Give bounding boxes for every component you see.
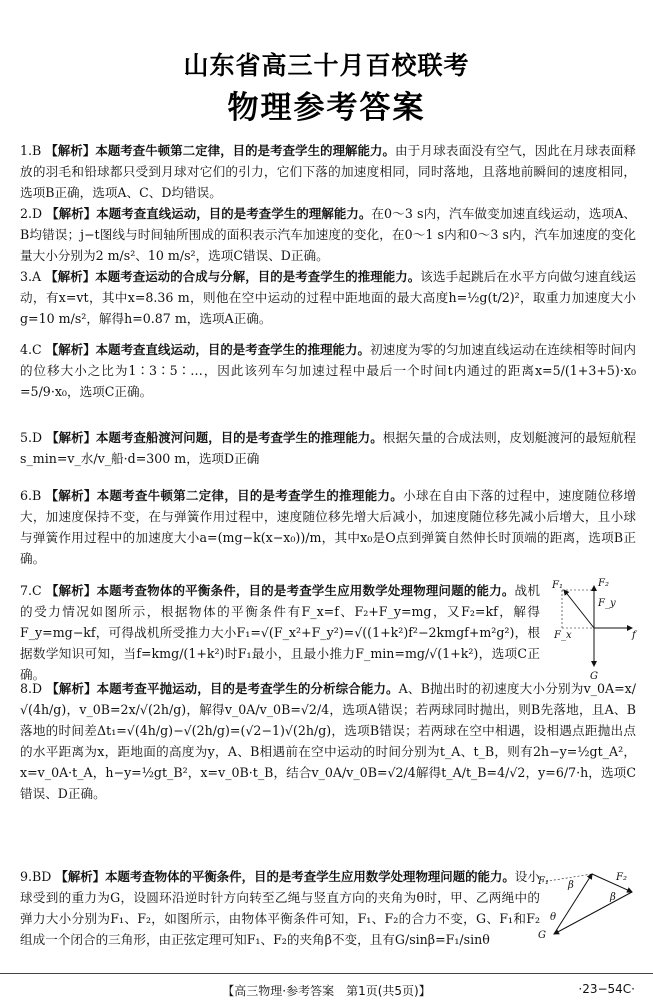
label-f: f xyxy=(632,630,636,641)
answer-tag: 【解析】本题考查运动的合成与分解，目的是考查学生的推理能力。 xyxy=(45,269,421,284)
thrust-arrow xyxy=(564,590,594,628)
page-footer xyxy=(0,973,653,996)
label-f1: F₁ xyxy=(552,580,563,591)
answer-body: 由于月球表面没有空气，因此在月球表面释放的羽毛和铅球都只受到月球对它们的引力，它们下落的加速度相同，同时落地，且落地前瞬间的速度相同，选项B正确，选项A、C、D均错误。 xyxy=(20,143,636,200)
answer-body: 在0～3 s内，汽车做变加速直线运动，选项A、B均错误；j−t图线与时间轴所围成的面积表示汽车加速度的变化，在0～1 s内和0～3 s内，汽车加速度的变化量大小分别为2 m/s²、10 m/s²，选项C错误、D正确。 xyxy=(20,206,636,263)
answer-6 xyxy=(20,485,636,569)
answer-tag: 【解析】本题考查物体的平衡条件，目的是考查学生应用数学处理物理问题的能力。 xyxy=(45,583,515,598)
answer-body: A、B抛出时的初速度大小分别为v_0A=x/√(4h/g)，v_0B=2x/√(2h/g)，解得v_0A/v_0B=√2/4，选项A错误；若两球同时抛出，则B先落地，且A、B落地的时间差Δt₁=√(4h/g)−√(2h/g)=(√2−1)√(2h/g)，选项B错误；若两球在空中相遇，设相遇点距抛出点的水平距离为x，距地面的高度为y，A、B相遇前在空中运动的时间分别为t_A、t_B，则有2h−y=½gt_A²，x=v_0A·t_A，h−y=½gt_B²，x=v_0B·t_B，结合v_0A/v_0B=√2/4解得t_A/t_B=4/√2，y=6/7·h，选项C错误、D正确。 xyxy=(20,681,636,801)
document-title: 山东省高三十月百校联考 xyxy=(183,51,470,80)
answer-tag: 【解析】本题考查牛顿第二定律，目的是考查学生的推理能力。 xyxy=(45,488,403,503)
answer-body: 根据矢量的合成法则，皮划艇渡河的最短航程s_min=v_水/v_船·d=300 m，选项D正确 xyxy=(20,430,636,466)
answer-tag: 【解析】本题考查直线运动，目的是考查学生的推理能力。 xyxy=(45,342,370,357)
g-arrow xyxy=(554,892,632,934)
answer-body: 战机的受力情况如图所示，根据物体的平衡条件有F_x=f、F₂+F_y=mg，又F₂=kf，解得F_y=mg−kf，可得战机所受推力大小F₁=√(F_x²+F_y²)=√((1+k²)f²−2kmgf+m²g²)，根据数学知识可知，当f=kmg/(1+k²)时F₁最小，且最小推力F_min=mg/√(1+k²)，选项C正确。 xyxy=(20,583,540,682)
label-theta: θ xyxy=(550,912,557,923)
answer-3 xyxy=(20,266,636,329)
answer-4 xyxy=(20,339,636,402)
answer-1 xyxy=(20,140,636,203)
answer-number: 9.BD xyxy=(20,869,52,884)
answer-tag: 【解析】本题考查船渡河问题，目的是考查学生的推理能力。 xyxy=(46,430,383,445)
answer-number: 6.B xyxy=(20,488,42,503)
answer-body: 设小球受到的重力为G，设圆环沿逆时针方向转至乙绳与竖直方向的夹角为θ时，甲、乙两绳中的弹力大小分别为F₁、F₂，如图所示，由物体平衡条件可知，F₁、F₂的合力不变，G、F₁和F₂组成一个闭合的三角形，由正弦定理可知F₁、F₂的夹角β不变，且有G/sinβ=F₁/sinθ xyxy=(20,869,540,947)
answer-9 xyxy=(20,866,540,950)
answer-tag: 【解析】本题考查直线运动，目的是考查学生的理解能力。 xyxy=(46,206,372,221)
footer-page-info: 【高三物理·参考答案 第1页(共5页)】 xyxy=(222,984,431,998)
answer-number: 3.A xyxy=(20,269,42,284)
answer-body: 该选手起跳后在水平方向做匀速直线运动，有x=vt，其中x=8.36 m，则他在空中运动的过程中距地面的最大高度h=½g(t/2)²，取重力加速度大小g=10 m/s²，解得h=0.87 m，选项A正确。 xyxy=(20,269,637,326)
label-fy: F_y xyxy=(598,598,616,609)
label-f1: F₁ xyxy=(538,876,549,887)
answer-8 xyxy=(20,678,636,804)
force-diagram-aircraft xyxy=(548,576,640,686)
label-g: G xyxy=(590,671,598,682)
answer-number: 5.D xyxy=(20,430,43,445)
label-f2: F₂ xyxy=(616,872,627,883)
answer-tag: 【解析】本题考查平抛运动，目的是考查学生的分析综合能力。 xyxy=(46,681,399,696)
answer-number: 1.B xyxy=(20,143,42,158)
footer-code: ·23−54C· xyxy=(578,982,635,996)
label-beta-top: β xyxy=(568,880,574,891)
answer-number: 4.C xyxy=(20,342,42,357)
answer-7 xyxy=(20,580,540,685)
label-beta-right: β xyxy=(610,892,616,903)
answer-tag: 【解析】本题考查物体的平衡条件，目的是考查学生应用数学处理物理问题的能力。 xyxy=(55,869,515,884)
label-f2: F₂ xyxy=(598,578,609,589)
force-triangle-diagram xyxy=(536,862,640,946)
answer-tag: 【解析】本题考查牛顿第二定律，目的是考查学生的理解能力。 xyxy=(45,143,395,158)
answer-5 xyxy=(20,427,636,469)
label-fx: F_x xyxy=(554,630,572,641)
answer-body: 初速度为零的匀加速直线运动在连续相等时间内的位移大小之比为1∶3∶5∶…，因此该列车匀加速过程中最后一个时间t内通过的距离x=5/(1+3+5)·x₀ =5/9·x₀，选项C正确。 xyxy=(20,342,637,399)
answer-body: 小球在自由下落的过程中，速度随位移增大，加速度保持不变，在与弹簧作用过程中，速度随位移先增大后减小，加速度随位移先减小后增大，且小球与弹簧作用过程中的加速度大小a=(mg−k(x−x₀))/m，其中x₀是O点到弹簧自然伸长时顶端的距离，选项B正确。 xyxy=(20,488,636,566)
answer-2 xyxy=(20,203,636,266)
answer-number: 8.D xyxy=(20,681,43,696)
answer-number: 7.C xyxy=(20,583,42,598)
label-g: G xyxy=(538,930,546,941)
document-subtitle: 物理参考答案 xyxy=(227,90,426,126)
answer-number: 2.D xyxy=(20,206,43,221)
